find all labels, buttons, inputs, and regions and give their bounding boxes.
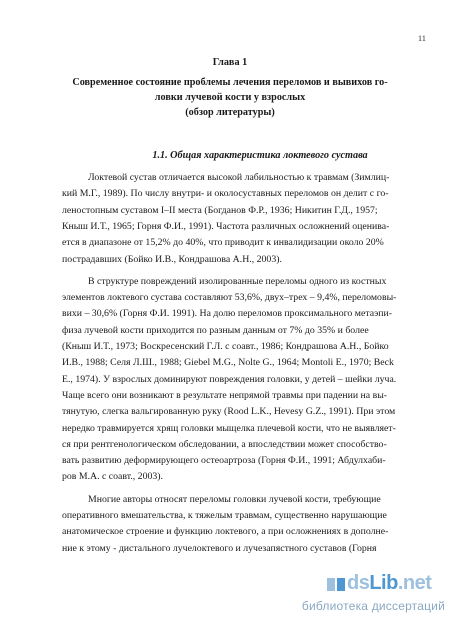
body-line: ся при рентгенологическом обследовании, а впоследствии может способство- — [62, 438, 387, 450]
body-line: И.В., 1988; Селя Л.Ш., 1988; Giebel M.G., Nolte G., 1964; Montoli E., 1970; Beck — [62, 357, 394, 369]
body-line: кий М.Г., 1989). По числу внутри- и околосуставных переломов он делит с го- — [62, 188, 389, 200]
body-line: Локтевой сустав отличается высокой лабильностью к травмам (Зимлиц- — [88, 172, 390, 183]
body-line: вихи – 30,6% (Горня Ф.И. 1991). На долю переломов проксимального метаэпи- — [62, 308, 393, 320]
logo-prefix: ds — [347, 572, 370, 594]
body-line: элементов локтевого сустава составляют 53,6%, двух–трех – 9,4%, переломовы- — [62, 292, 397, 304]
watermark-tagline: библиотека диссертаций — [301, 599, 445, 613]
watermark-logo — [347, 572, 431, 595]
book-icon — [325, 574, 347, 596]
body-line: оперативного вмешательства, к тяжелым травмам, существенно нарушающие — [62, 510, 387, 521]
body-line: анатомическое строение и функцию локтевого, а при осложнениях в дополне- — [62, 526, 389, 538]
section-title: 1.1. Общая характеристика локтевого сустава — [152, 150, 368, 161]
body-line: ров М.А. с соавт., 2003). — [62, 471, 163, 483]
chapter-title-line: ловки лучевой кости у взрослых — [154, 92, 306, 103]
body-line: В структуре повреждений изолированные переломы одного из костных — [88, 275, 387, 287]
body-line: леностопным суставом I–II места (Богданов Ф.Р., 1936; Никитин Г.Д., 1957; — [62, 204, 378, 216]
body-line: тянутую, слегка вальгированную руку (Rood L.K., Hevesy G.Z., 1991). При этом — [62, 406, 396, 418]
body-line: Кныш И.Т., 1965; Горня Ф.И., 1991). Частота различных осложнений оценива- — [62, 220, 390, 232]
body-line: Многие авторы относят переломы головки лучевой кости, требующие — [88, 493, 381, 505]
logo-suffix: .net — [397, 572, 432, 594]
body-line: (Кныш И.Т., 1973; Воскресенский Г.Л. с соавт., 1986; Кондрашова А.Н., Бойко — [62, 341, 389, 352]
chapter-heading: Глава 1 — [212, 57, 248, 68]
body-line: Чаще всего они возникают в результате непрямой травмы при падении на вы- — [62, 389, 388, 401]
body-line: E., 1974). У взрослых доминируют повреждения головки, у детей – шейки луча. — [62, 373, 397, 385]
body-line: ние к этому - дистального лучелоктевого и лучезапястного суставов (Горня — [62, 542, 377, 554]
body-line: физа лучевой кости приходится по разным данным от 7% до 35% и более — [62, 324, 369, 336]
body-line: ется в диапазоне от 15,2% до 40%, что приводит к инвалидизации около 20% — [62, 237, 384, 249]
watermark[interactable] — [285, 572, 445, 618]
chapter-title-line: Современное состояние проблемы лечения переломов и вывихов го- — [72, 77, 388, 88]
body-line: вать развитию деформирующего остеоартроза (Горня Ф.И., 1991; Абдулхаби- — [62, 455, 386, 467]
page-number: 11 — [417, 33, 426, 43]
chapter-title — [60, 75, 400, 120]
body-line: пострадавших (Бойко И.В., Кондрашова А.Н., 2003). — [62, 253, 282, 265]
body-line: нередко травмируется хрящ головки мыщелка плечевой кости, что не выявляет- — [62, 422, 396, 434]
logo-main: Lib — [369, 572, 398, 594]
chapter-title-line: (обзор литературы) — [185, 107, 275, 118]
